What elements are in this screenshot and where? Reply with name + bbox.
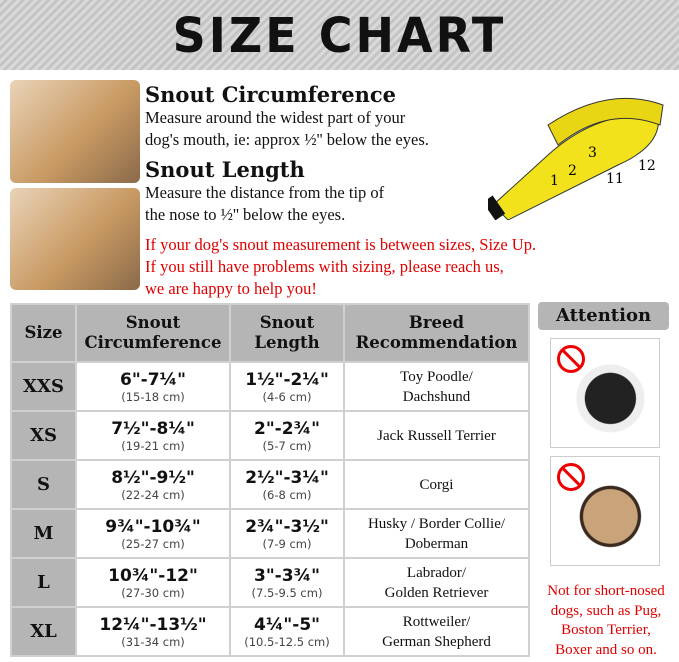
length-cell: [230, 558, 344, 607]
breed-line: Jack Russell Terrier: [377, 427, 496, 444]
pug-photo: [550, 456, 660, 566]
breed-cell: [344, 362, 529, 411]
snout-circumference-heading: Snout Circumference: [145, 82, 396, 107]
desc-line: dog's mouth, ie: approx ½'' below the eyes.: [145, 130, 429, 149]
tape-number: 2: [568, 163, 577, 179]
circumference-cm: (31-34 cm): [121, 634, 185, 649]
length-cm: (10.5-12.5 cm): [244, 634, 330, 649]
note-line: Boxer and so on.: [555, 641, 657, 658]
circumference-inches: 6"-7¼": [119, 369, 187, 390]
circumference-cm: (19-21 cm): [121, 438, 185, 453]
short-nose-warning: [533, 582, 679, 660]
circumference-cell: [76, 607, 230, 656]
length-cell: [230, 362, 344, 411]
tape-number: 1: [550, 173, 559, 189]
size-cell: S: [11, 460, 76, 509]
length-inches: 3"-3¾": [253, 565, 321, 586]
breed-line: Corgi: [419, 476, 454, 493]
notice-line: If you still have problems with sizing, please reach us,: [145, 257, 504, 276]
length-inches: 4¼"-5": [253, 614, 321, 635]
header-length: Snout Length: [230, 304, 344, 362]
breed-line: Golden Retriever: [384, 584, 489, 601]
table-row: [11, 411, 529, 460]
size-cell: M: [11, 509, 76, 558]
breed-line: Dachshund: [402, 388, 471, 405]
circumference-inches: 7½"-8¼": [111, 418, 195, 439]
table-row: [11, 558, 529, 607]
boston-terrier-photo: [550, 338, 660, 448]
note-line: Not for short-nosed: [547, 583, 665, 599]
circumference-cell: [76, 362, 230, 411]
size-cell: XXS: [11, 362, 76, 411]
circumference-cell: [76, 558, 230, 607]
breed-line: Rottweiler/: [402, 613, 471, 630]
length-cell: [230, 509, 344, 558]
circumference-cell: [76, 460, 230, 509]
breed-line: Husky / Border Collie/: [367, 515, 506, 532]
length-inches: 2½"-3¼": [245, 467, 329, 488]
snout-circumference-photo: [10, 80, 140, 183]
length-inches: 1½"-2¼": [245, 369, 329, 390]
table-row: [11, 362, 529, 411]
length-cell: [230, 607, 344, 656]
size-cell: XS: [11, 411, 76, 460]
table-row: [11, 460, 529, 509]
header-circumference: Snout Circumference: [76, 304, 230, 362]
breed-line: Labrador/: [406, 564, 467, 581]
breed-cell: [344, 558, 529, 607]
desc-line: Measure around the widest part of your: [145, 108, 406, 127]
length-cm: (6-8 cm): [262, 487, 312, 502]
length-cell: [230, 460, 344, 509]
snout-length-photo: [10, 188, 140, 290]
sizing-notice: [145, 234, 536, 300]
breed-line: Doberman: [404, 535, 469, 552]
circumference-cm: (27-30 cm): [121, 585, 185, 600]
breed-cell: [344, 460, 529, 509]
breed-cell: [344, 509, 529, 558]
breed-cell: [344, 411, 529, 460]
breed-line: Toy Poodle/: [400, 368, 473, 385]
note-line: dogs, such as Pug,: [550, 602, 662, 619]
page-title: SIZE CHART: [172, 6, 507, 64]
desc-line: the nose to ½'' below the eyes.: [145, 205, 346, 224]
length-cell: [230, 411, 344, 460]
length-cm: (4-6 cm): [262, 389, 312, 404]
size-cell: XL: [11, 607, 76, 656]
circumference-inches: 8½"-9½": [111, 467, 195, 488]
header-breed: Breed Recommendation: [344, 304, 529, 362]
circumference-cell: [76, 411, 230, 460]
notice-line: we are happy to help you!: [145, 279, 317, 298]
header-size: Size: [11, 304, 76, 362]
circumference-inches: 9¾"-10¾": [105, 516, 201, 537]
circumference-inches: 10¾"-12": [108, 565, 198, 586]
desc-line: Measure the distance from the tip of: [145, 183, 385, 202]
length-cm: (7-9 cm): [262, 536, 312, 551]
circumference-cm: (25-27 cm): [121, 536, 185, 551]
note-line: Boston Terrier,: [561, 622, 651, 638]
tape-number: 3: [588, 145, 597, 161]
circumference-inches: 12¼"-13½": [99, 614, 207, 635]
length-cm: (7.5-9.5 cm): [251, 585, 323, 600]
notice-line: If your dog's snout measurement is between sizes, Size Up.: [145, 235, 537, 254]
circumference-cm: (22-24 cm): [121, 487, 185, 502]
tape-number: 11: [606, 171, 624, 187]
size-table: [10, 303, 530, 657]
length-inches: 2"-2¾": [253, 418, 321, 439]
table-row: [11, 607, 529, 656]
prohibited-icon: [557, 345, 585, 373]
attention-label: Attention: [538, 302, 669, 330]
tape-number: 12: [638, 158, 656, 174]
table-header-row: [11, 304, 529, 362]
snout-length-text: [145, 182, 536, 226]
length-cm: (5-7 cm): [262, 438, 312, 453]
breed-line: German Shepherd: [382, 633, 491, 650]
snout-length-heading: Snout Length: [145, 157, 305, 182]
table-row: [11, 509, 529, 558]
measuring-tape-image: [488, 85, 668, 220]
prohibited-icon: [557, 463, 585, 491]
circumference-cell: [76, 509, 230, 558]
size-cell: L: [11, 558, 76, 607]
circumference-cm: (15-18 cm): [121, 389, 185, 404]
breed-cell: [344, 607, 529, 656]
snout-circumference-text: [145, 107, 536, 151]
length-inches: 2¾"-3½": [245, 516, 329, 537]
